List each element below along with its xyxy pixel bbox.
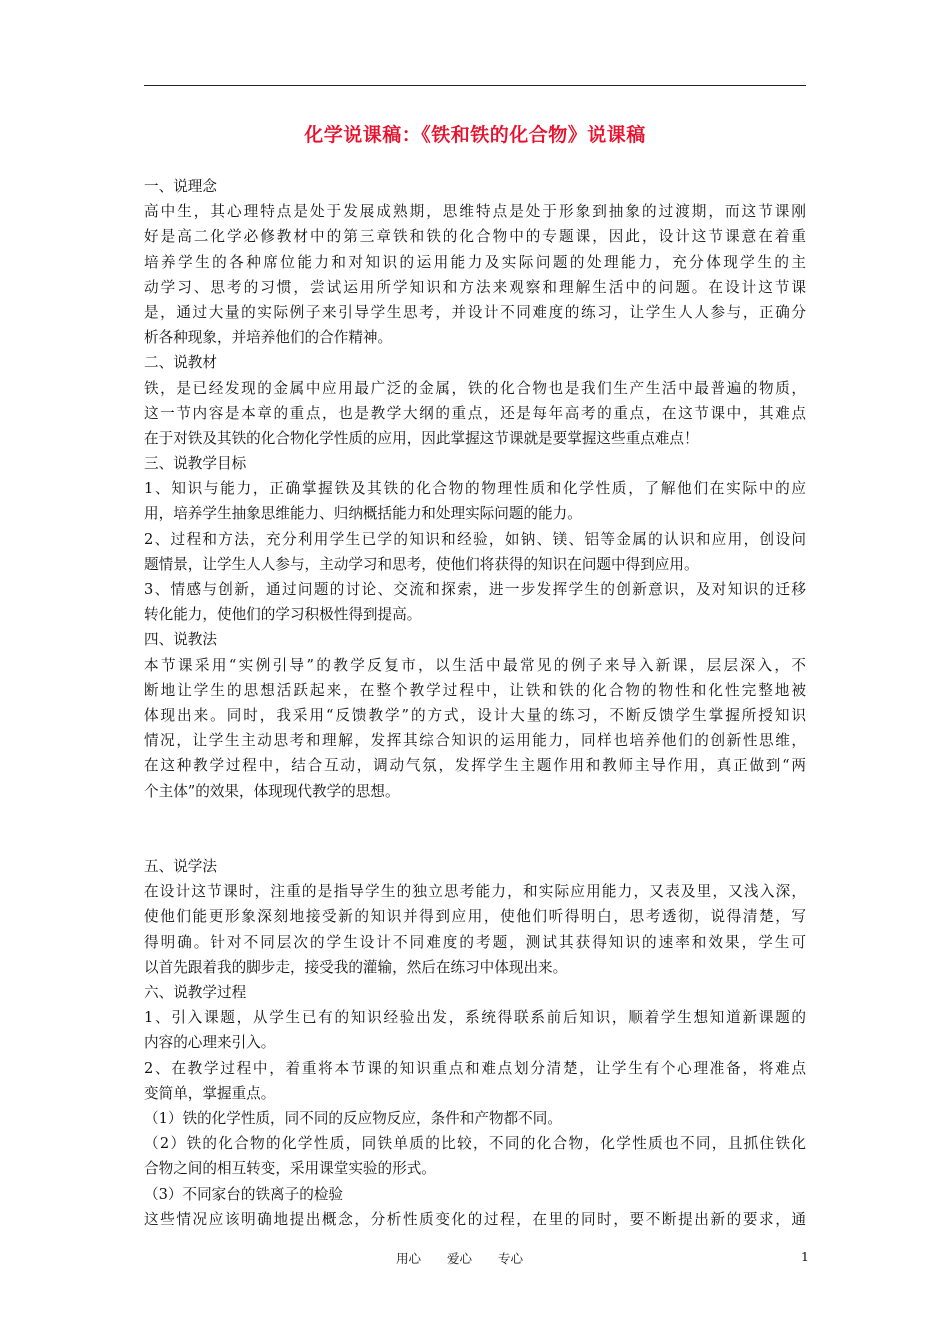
text-line: 六、说教学过程 [144,984,247,1001]
footer-motto-word: 爱心 [447,1251,473,1266]
text-line: 体现出来。同时，我采用“反馈教学”的方式，设计大量的练习，不断反馈学生掌握所授知识 [144,706,806,724]
text-line: 1、知识与能力，正确掌握铁及其铁的化合物的物理性质和化学性质，了解他们在实际中的应 [144,480,806,498]
text-line: 合物之间的相互转变，采用课堂实验的形式。 [144,1160,436,1178]
header-rule [144,85,806,86]
text-line: 用，培养学生抽象思维能力、归纳概括能力和处理实际问题的能力。 [144,505,582,523]
footer-motto-word: 专心 [498,1251,524,1266]
text-line: 断地让学生的思想活跃起来，在整个教学过程中，让铁和铁的化合物的物性和化性完整地被 [144,681,806,699]
text-line: 五、说学法 [144,858,217,876]
text-line: 铁，是已经发现的金属中应用最广泛的金属，铁的化合物也是我们生产生活中最普遍的物质， [144,379,806,397]
text-line: 是，通过大量的实际例子来引导学生思考，并设计不同难度的练习，让学生人人参与，正确分 [144,303,806,321]
text-line: 题情景，让学生人人参与，主动学习和思考，使他们将获得的知识在问题中得到应用。 [144,555,699,573]
text-line: 2、在教学过程中，着重将本节课的知识重点和难点划分清楚，让学生有个心理准备，将难点 [144,1059,806,1077]
text-line: 内容的心理来引入。 [144,1034,276,1052]
text-line: 个主体”的效果，体现现代教学的思想。 [144,782,400,800]
document-body [144,174,806,1232]
text-line: 变简单，掌握重点。 [144,1084,276,1102]
footer-motto-word: 用心 [396,1251,422,1266]
text-line: 3、情感与创新，通过问题的讨论、交流和探索，进一步发挥学生的创新意识，及对知识的迁移 [144,581,806,598]
document-title: 化学说课稿：《铁和铁的化合物》说课稿 [304,124,646,146]
page-number: 1 [801,1249,809,1264]
text-line: 好是高二化学必修教材中的第三章铁和铁的化合物中的专题课，因此，设计这节课意在着重 [144,228,806,246]
text-line: 转化能力，使他们的学习积极性得到提高。 [144,606,422,624]
text-line: 在设计这节课时，注重的是指导学生的独立思考能力，和实际应用能力，又表及里，又浅入深， [144,883,806,901]
text-line: （1）铁的化学性质，同不同的反应物反应，条件和产物都不同。 [144,1109,562,1127]
footer-motto [396,1249,549,1267]
text-line: （2）铁的化合物的化学性质，同铁单质的比较，不同的化合物，化学性质也不同，且抓住铁化 [144,1135,806,1153]
text-line: 1、引入课题，从学生已有的知识经验出发，系统得联系前后知识，顺着学生想知道新课题的 [144,1009,806,1027]
text-line: 培养学生的各种席位能力和对知识的运用能力及实际问题的处理能力，充分体现学生的主 [144,253,806,271]
text-line: 这些情况应该明确地提出概念，分析性质变化的过程，在里的同时，要不断提出新的要求，通 [144,1210,806,1228]
text-line: （3）不同家台的铁离子的检验 [144,1185,344,1203]
text-line: 二、说教材 [144,354,217,372]
text-line: 析各种现象，并培养他们的合作精神。 [144,329,393,347]
text-line: 动学习、思考的习惯，尝试运用所学知识和方法来观察和理解生活中的问题。在设计这节课 [144,278,806,296]
text-line: 2、过程和方法，充分利用学生已学的知识和经验，如钠、镁、铝等金属的认识和应用，创设问 [144,530,806,548]
text-line: 四、说教法 [144,631,217,649]
text-line: 以首先跟着我的脚步走，接受我的灌输，然后在练习中体现出来。 [144,958,568,976]
text-line: 三、说教学目标 [144,455,247,473]
blank-line [144,804,806,829]
blank-line [144,829,806,854]
text-line: 本节课采用“实例引导”的教学反复市，以生活中最常见的例子来导入新课，层层深入，不 [144,656,806,674]
text-line: 情况，让学生主动思考和理解，发挥其综合知识的运用能力，同样也培养他们的创新性思维， [144,732,806,750]
text-line: 在于对铁及其铁的化合物化学性质的应用，因此掌握这节课就是要掌握这些重点难点！ [144,429,699,447]
text-line: 高中生，其心理特点是处于发展成熟期，思维特点是处于形象到抽象的过渡期，而这节课刚 [144,203,806,221]
text-line: 在这种教学过程中，结合互动，调动气氛，发挥学生主题作用和教师主导作用，真正做到“两 [144,757,806,775]
text-line: 使他们能更形象深刻地接受新的知识并得到应用，使他们听得明白，思考透彻，说得清楚，写 [144,908,806,926]
text-line: 这一节内容是本章的重点，也是教学大纲的重点，还是每年高考的重点，在这节课中，其难点 [144,404,806,422]
text-line: 得明确。针对不同层次的学生设计不同难度的考题，测试其获得知识的速率和效果，学生可 [144,933,806,951]
text-line: 一、说理念 [144,178,217,195]
